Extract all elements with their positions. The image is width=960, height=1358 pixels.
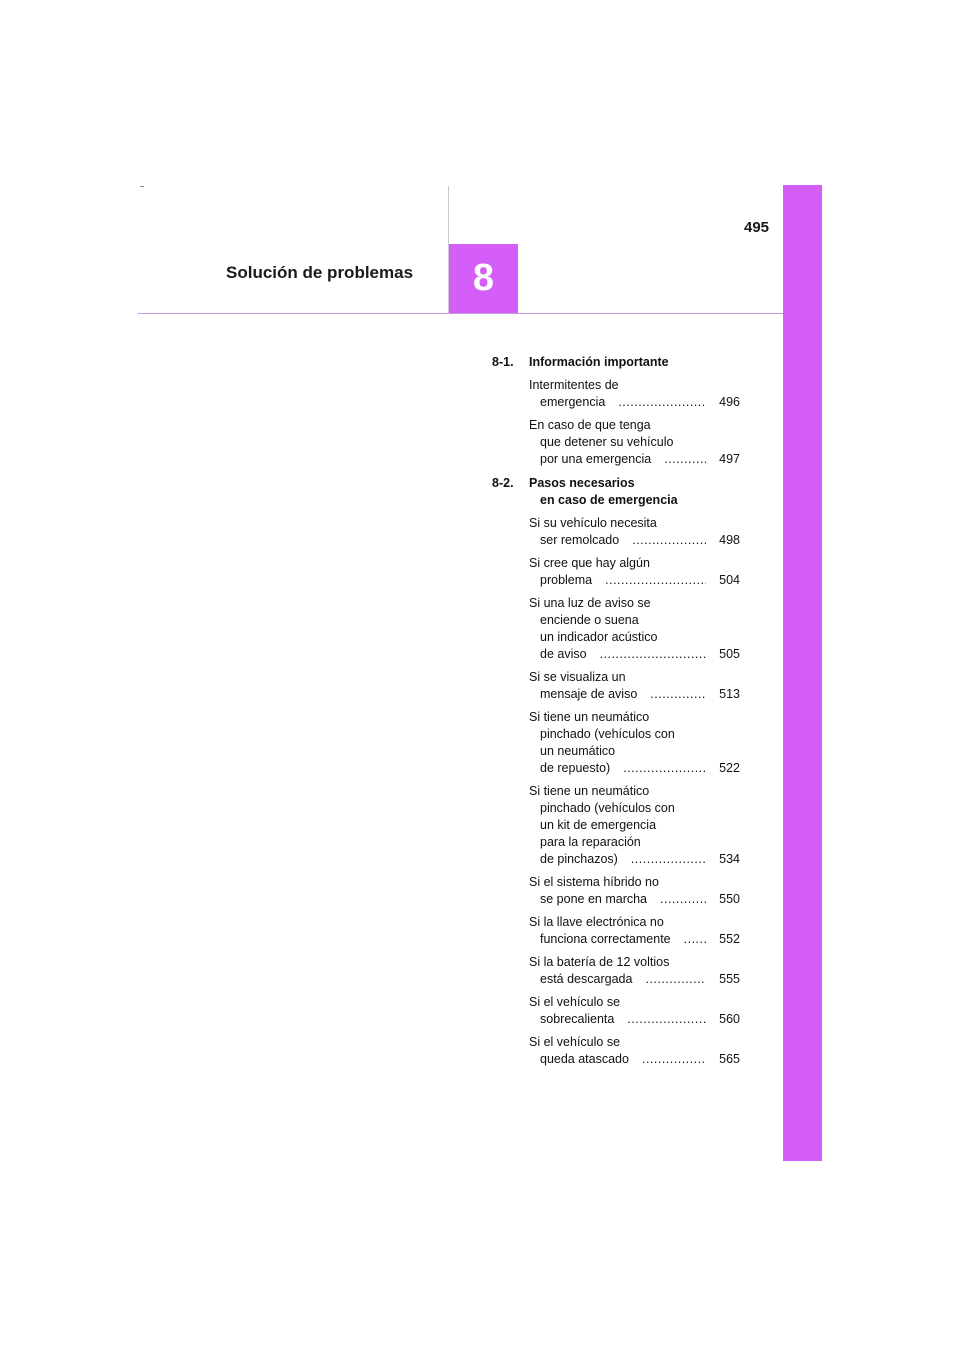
toc-entry-text: sobrecalienta — [540, 1012, 615, 1026]
toc-entry-text: Si el vehículo se — [529, 995, 621, 1009]
toc-entry-page: 555 — [719, 972, 740, 986]
toc-entry-last-line — [529, 760, 740, 777]
toc-entry-text: Si tiene un neumático — [529, 710, 650, 724]
toc-entry[interactable] — [529, 1034, 740, 1068]
toc-entry-text: Intermitentes de — [529, 378, 619, 392]
header-divider-horizontal — [138, 313, 783, 314]
toc-entry-text: Si tiene un neumático — [529, 784, 650, 798]
toc-entry[interactable] — [529, 874, 740, 908]
toc-entry[interactable] — [529, 377, 740, 411]
toc-entry-text: Si su vehículo necesita — [529, 516, 657, 530]
toc-entry-text: Si el sistema híbrido no — [529, 875, 659, 889]
toc-entry-last-line — [529, 686, 740, 703]
toc-entry-page: 550 — [719, 892, 740, 906]
toc-entry-text: queda atascado — [540, 1052, 629, 1066]
toc-entry-last-line — [529, 532, 740, 549]
toc-entry-text: ser remolcado — [540, 533, 620, 547]
toc-entry-page: 496 — [719, 395, 740, 409]
toc-entry-text: Si se visualiza un — [529, 670, 626, 684]
section-title-line: en caso de emergencia — [540, 493, 678, 507]
chapter-number: 8 — [472, 257, 495, 299]
toc-entry-text: enciende o suena — [540, 613, 639, 627]
toc-entry-last-line — [529, 1011, 740, 1028]
toc-entry-text: que detener su vehículo — [540, 435, 674, 449]
dot-leader — [673, 931, 707, 948]
toc-entry-last-line — [529, 851, 740, 868]
toc-entry-last-line — [529, 572, 740, 589]
dot-leader — [616, 1011, 706, 1028]
dot-leader — [620, 851, 706, 868]
toc-entry-page: 497 — [719, 452, 740, 466]
toc-entry-text: para la reparación — [540, 835, 641, 849]
toc-entry-page: 522 — [719, 761, 740, 775]
toc-entry[interactable] — [529, 954, 740, 988]
toc-entry-text: funciona correctamente — [540, 932, 671, 946]
toc-section-heading — [492, 475, 740, 509]
dot-leader — [612, 760, 706, 777]
toc-entry-text: pinchado (vehículos con — [540, 727, 675, 741]
toc-entry-text: de repuesto) — [540, 761, 611, 775]
toc-entry-text: de pinchazos) — [540, 852, 618, 866]
dot-leader — [631, 1051, 706, 1068]
toc-entry-text: Si el vehículo se — [529, 1035, 621, 1049]
toc-entry-page: 534 — [719, 852, 740, 866]
toc-entry[interactable] — [529, 914, 740, 948]
toc-entry-text: de aviso — [540, 647, 587, 661]
section-number: 8-2. — [492, 476, 514, 490]
toc-entry[interactable] — [529, 515, 740, 549]
section-title-line: Información importante — [529, 355, 669, 369]
toc-entry-text: por una emergencia — [540, 452, 652, 466]
toc-entry-text: Si la llave electrónica no — [529, 915, 664, 929]
toc-entry-text: un kit de emergencia — [540, 818, 657, 832]
toc-entry[interactable] — [529, 709, 740, 777]
dot-leader — [589, 646, 707, 663]
toc-entry[interactable] — [529, 595, 740, 663]
page-number: 495 — [744, 219, 770, 236]
table-of-contents — [492, 354, 740, 1068]
toc-entry[interactable] — [529, 994, 740, 1028]
chapter-title: Solución de problemas — [226, 263, 414, 282]
toc-entry-text: se pone en marcha — [540, 892, 648, 906]
toc-entry-page: 552 — [719, 932, 740, 946]
toc-entry[interactable] — [529, 783, 740, 868]
dot-leader — [607, 394, 706, 411]
toc-entry-text: un neumático — [540, 744, 616, 758]
toc-section-heading — [492, 354, 740, 371]
toc-entry-page: 505 — [719, 647, 740, 661]
dot-leader — [621, 532, 706, 549]
dot-leader — [649, 891, 706, 908]
section-title — [529, 354, 740, 371]
toc-entry[interactable] — [529, 555, 740, 589]
toc-entry-text: Si cree que hay algún — [529, 556, 650, 570]
chapter-side-tab — [783, 185, 822, 1161]
toc-entry-last-line — [529, 971, 740, 988]
dot-leader — [634, 971, 706, 988]
toc-entry-last-line — [529, 646, 740, 663]
section-title — [529, 475, 740, 509]
toc-entry-text: problema — [540, 573, 593, 587]
toc-entry-page: 565 — [719, 1052, 740, 1066]
toc-entry-text: pinchado (vehículos con — [540, 801, 675, 815]
toc-entry[interactable] — [529, 417, 740, 468]
dot-leader — [639, 686, 706, 703]
toc-entry-page: 498 — [719, 533, 740, 547]
toc-entry-text: En caso de que tenga — [529, 418, 651, 432]
dot-leader — [653, 451, 706, 468]
toc-entry-last-line — [529, 394, 740, 411]
section-number: 8-1. — [492, 355, 514, 369]
toc-entry-text: un indicador acústico — [540, 630, 658, 644]
toc-entry-page: 560 — [719, 1012, 740, 1026]
chapter-number-badge — [449, 244, 518, 313]
toc-entry-text: Si la batería de 12 voltios — [529, 955, 670, 969]
toc-entry-last-line — [529, 1051, 740, 1068]
toc-entry-last-line — [529, 931, 740, 948]
toc-entry-page: 513 — [719, 687, 740, 701]
crop-mark — [140, 186, 144, 187]
toc-entry-text: emergencia — [540, 395, 606, 409]
toc-entry-text: Si una luz de aviso se — [529, 596, 651, 610]
toc-entry-last-line — [529, 451, 740, 468]
toc-entry-text: mensaje de aviso — [540, 687, 638, 701]
toc-entry-text: está descargada — [540, 972, 633, 986]
dot-leader — [594, 572, 706, 589]
toc-entry-page: 504 — [719, 573, 740, 587]
toc-entry[interactable] — [529, 669, 740, 703]
toc-entry-last-line — [529, 891, 740, 908]
section-title-line: Pasos necesarios — [529, 476, 635, 490]
